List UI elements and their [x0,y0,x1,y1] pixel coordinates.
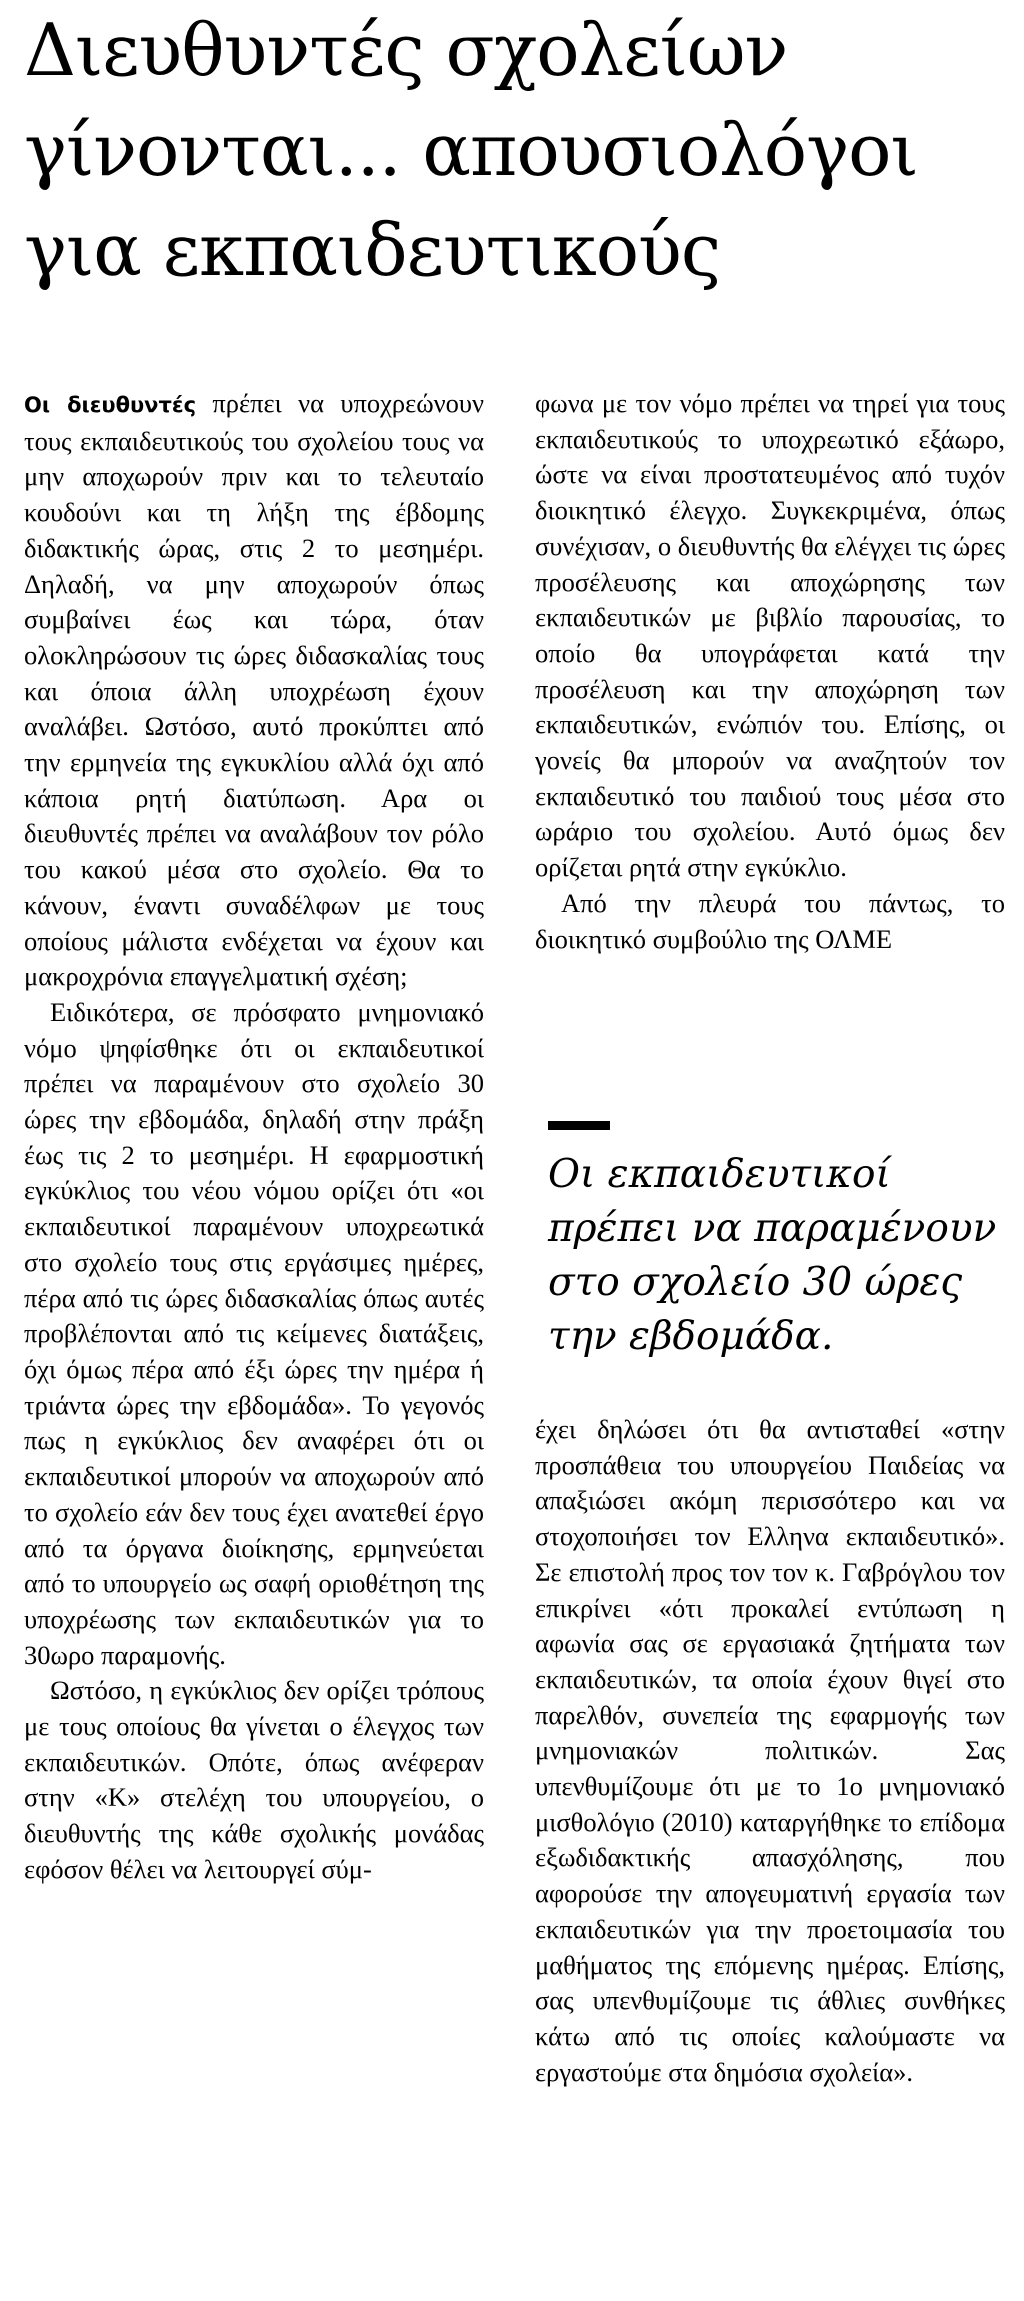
lead-words: Οι διευθυντές [24,393,197,417]
body-paragraph: φωνα με τον νόμο πρέπει να τηρεί για τους εκπαιδευτικούς το υποχρεωτικό εξάωρο, ώστε να είναι προστατευμένος από τυχόν διοικητικό έλεγχο. Συγκεκριμένα, όπως συνέχισαν, ο διευθυντής θα ελέγχει τις ώρες προσέλευσης και αποχώρησης των εκπαιδευτικών με βιβλίο παρουσίας, το οποίο θα υπογράφεται κατά την προσέλευση και την αποχώρηση των εκπαιδευτικών, ενώπιόν του. Επίσης, οι γονείς θα μπορούν να αναζητούν τον εκπαιδευτικό του παιδιού τους μέσα στο ωράριο του σχολείου. Αυτό όμως δεν ορίζεται ρητά στην εγκύκλιο. [535,388,1005,883]
body-paragraph: Από την πλευρά του πάντως, το διοικητικό συμβούλιο της ΟΛΜΕ [535,887,1005,954]
headline-line: Διευθυντές σχολείων [24,8,788,92]
pull-quote-line: στο σχολείο 30 ώρες [548,1260,963,1305]
body-paragraph: έχει δηλώσει ότι θα αντισταθεί «στην προσπάθεια του υπουργείου Παιδείας να απαξιώσει ακόμη περισσότερο και να στοχοποιήσει τον Ελληνα εκπαιδευτικό». Σε επιστολή προς τον τον κ. Γαβρόγλου τον επικρίνει «ότι προκαλεί εντύπωση η αφωνία σας σε εργασιακά ζητήματα των εκπαιδευτικών, τα οποία έχουν θιγεί στο παρελθόν, συνεπεία της εφαρμογής των μνημονιακών πολιτικών. Σας υπενθυμίζουμε ότι με το 1ο μνημονιακό μισθολόγιο (2010) καταργήθηκε το επίδομα εξωδιδακτικής απασχόλησης, που αφορούσε την απογευματινή εργασία των εκπαιδευτικών για την προετοιμασία του μαθήματος της επόμενης ημέρας. Επίσης, σας υπενθυμίζουμε τις άθλιες συνθήκες κάτω από τις οποίες καλούμαστε να εργαστούμε στα δημόσια σχολεία». [535,1414,1005,2087]
body-column-right-bottom [535,1412,1005,2090]
body-paragraph: Ωστόσο, η εγκύκλιος δεν ορίζει τρόπους με τους οποίους θα γίνεται ο έλεγχος των εκπαιδευτικών. Οπότε, όπως ανέφεραν στην «Κ» στελέχη του υπουργείου, ο διευθυντής της κάθε σχολικής μονάδας εφόσον θέλει να λειτουργεί σύμ- [24,1675,484,1884]
pull-quote-line: Οι εκπαιδευτικοί [548,1152,891,1197]
body-column-left [24,386,484,1888]
pull-quote [548,1148,1008,1364]
paragraph-text: πρέπει να υποχρεώνουν τους εκπαιδευτικούς του σχολείου τους να μην αποχωρούν πριν και το τελευταίο κουδούνι και τη λήξη της έβδομης διδακτικής ώρας, στις 2 το μεσημέρι. Δηλαδή, να μην αποχωρούν όπως συμβαίνει έως και τώρα, όταν ολοκληρώσουν τις ώρες διδασκαλίας τους και όποια άλλη υποχρέωση έχουν αναλάβει. Ωστόσο, αυτό προκύπτει από την ερμηνεία της εγκυκλίου αλλά όχι από κάποια ρητή διατύπωση. Αρα οι διευθυντές πρέπει να αναλάβουν τον ρόλο του κακού μέσα στο σχολείο. Θα το κάνουν, έναντι συναδέλφων με τους οποίους μάλιστα ενδέχεται να έχουν και μακροχρόνια επαγγελματική σχέση; [24,388,484,992]
pull-quote-rule [548,1121,610,1130]
body-column-right-top [535,386,1005,957]
pull-quote-line: την εβδομάδα. [548,1314,834,1359]
body-paragraph [24,386,484,995]
headline-line: γίνονται... απουσιολόγοι [24,108,918,192]
headline-line: για εκπαιδευτικούς [24,208,721,292]
pull-quote-line: πρέπει να παραμένουν [548,1206,997,1251]
headline [24,0,1004,300]
body-paragraph: Ειδικότερα, σε πρόσφατο μνημονιακό νόμο ψηφίσθηκε ότι οι εκπαιδευτικοί πρέπει να παραμένουν στο σχολείο 30 ώρες την εβδομάδα, δηλαδή στην πράξη έως τις 2 το μεσημέρι. Η εφαρμοστική εγκύκλιος του νέου νόμου ορίζει ότι «οι εκπαιδευτικοί παραμένουν υποχρεωτικά στο σχολείο τους στις εργάσιμες ημέρες, πέρα από τις ώρες διδασκαλίας όπως αυτές προβλέπονται από τις κείμενες διατάξεις, όχι όμως πέρα από έξι ώρες την ημέρα ή τριάντα ώρες την εβδομάδα». Το γεγονός πως η εγκύκλιος δεν αναφέρει ότι οι εκπαιδευτικοί μπορούν να αποχωρούν από το σχολείο εάν δεν τους έχει ανατεθεί έργο από τα όργανα διοίκησης, ερμηνεύεται από το υπουργείο ως σαφή οριοθέτηση της υποχρέωσης των εκπαιδευτικών για το 30ωρο παραμονής. [24,996,484,1670]
